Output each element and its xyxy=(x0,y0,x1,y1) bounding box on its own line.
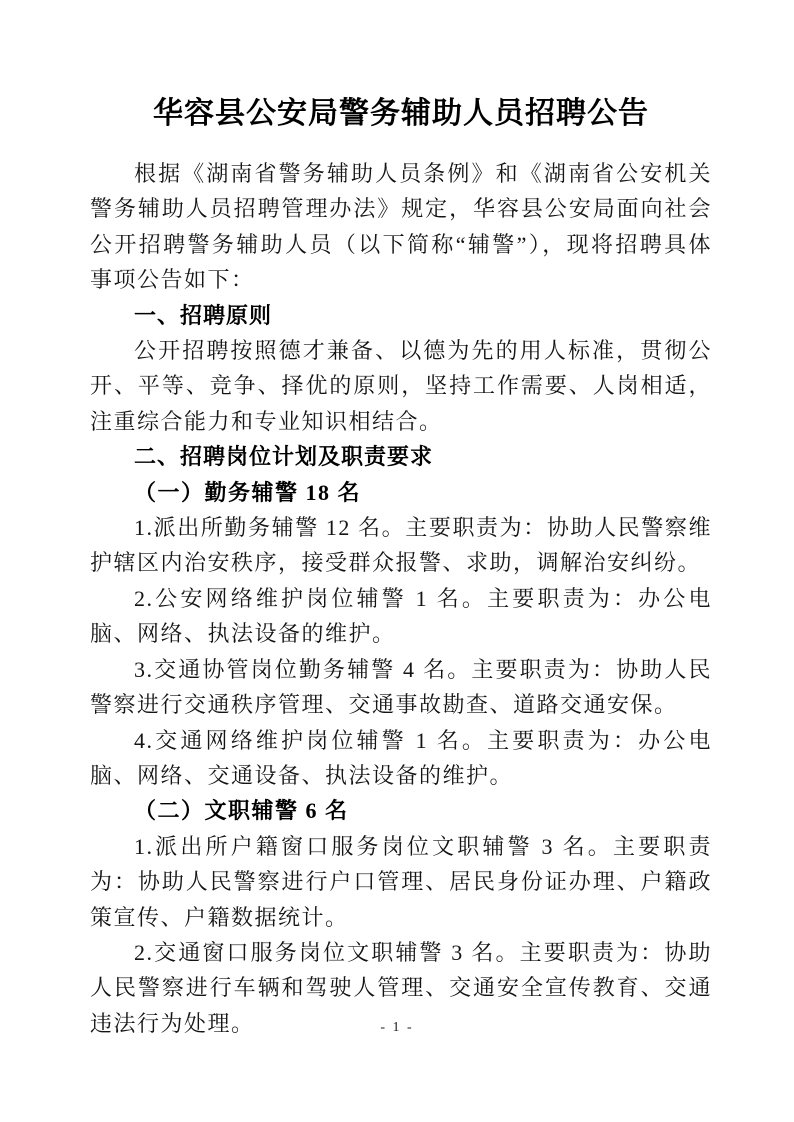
paragraph: 1.派出所勤务辅警 12 名。主要职责为：协助人民警察维护辖区内治安秩序，接受群众报警、求助，调解治安纠纷。 xyxy=(90,515,712,576)
document-title: 华容县公安局警务辅助人员招聘公告 xyxy=(153,97,649,130)
paragraph: 2.公安网络维护岗位辅警 1 名。主要职责为：办公电脑、网络、执法设备的维护。 xyxy=(90,585,712,647)
paragraph: 根据《湖南省警务辅助人员条例》和《湖南省公安机关警务辅助人员招聘管理办法》规定，华容县公安局面向社会公开招聘警务辅助人员（以下简称“辅警”），现将招聘具体事项公告如下： xyxy=(90,161,712,293)
paragraph: 1.派出所户籍窗口服务岗位文职辅警 3 名。主要职责为：协助人民警察进行户口管理、居民身份证办理、户籍政策宣传、户籍数据统计。 xyxy=(90,833,712,930)
sub-section-heading: （二）文职辅警 6 名 xyxy=(134,798,349,824)
paragraph: 4.交通网络维护岗位辅警 1 名。主要职责为：办公电脑、网络、交通设备、执法设备的维护。 xyxy=(90,727,712,788)
paragraph: 公开招聘按照德才兼备、以德为先的用人标准，贯彻公开、平等、竞争、择优的原则，坚持工作需要、人岗相适，注重综合能力和专业知识相结合。 xyxy=(90,338,712,434)
section-heading: 二、招聘岗位计划及职责要求 xyxy=(134,444,434,470)
sub-section-heading: （一）勤务辅警 18 名 xyxy=(134,479,362,505)
paragraph: 2.交通窗口服务岗位文职辅警 3 名。主要职责为：协助人民警察进行车辆和驾驶人管理、交通安全宣传教育、交通违法行为处理。 xyxy=(90,939,712,1036)
page-number: - 1 - xyxy=(380,1020,414,1035)
document-body xyxy=(90,156,712,1041)
section-heading: 一、招聘原则 xyxy=(134,302,273,328)
paragraph: 3.交通协管岗位勤务辅警 4 名。主要职责为：协助人民警察进行交通秩序管理、交通事故勘查、道路交通安保。 xyxy=(90,656,712,718)
